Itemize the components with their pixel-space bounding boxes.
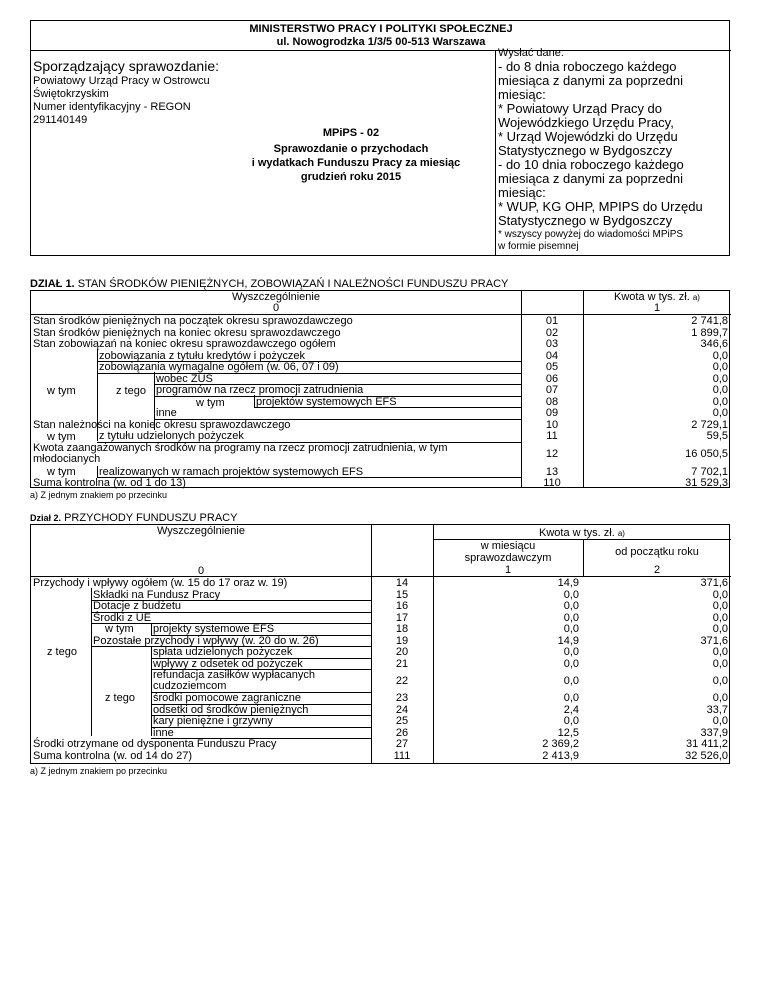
form-code: MPiPS - 02 bbox=[322, 127, 380, 139]
row-value: 7 702,1 bbox=[691, 465, 728, 478]
send-line: Statystycznego w Bydgoszczy bbox=[498, 143, 673, 158]
row-code: 09 bbox=[545, 407, 559, 419]
preparer-line: 291140149 bbox=[33, 114, 88, 126]
col1-header: 1 bbox=[504, 564, 512, 576]
row-value-month: 0,0 bbox=[563, 611, 579, 624]
row-label: spłata udzielonych pożyczek bbox=[153, 646, 293, 658]
row-label: Stan należności na koniec okresu sprawozdawczego bbox=[33, 418, 291, 431]
row-code: 07 bbox=[545, 384, 559, 396]
col0-header: 0 bbox=[272, 302, 280, 314]
send-line: * Urząd Wojewódzki do Urzędu bbox=[498, 129, 678, 144]
row-value-month: 0,0 bbox=[563, 657, 579, 670]
col-spec-header: Wyszczególnienie bbox=[232, 291, 320, 303]
row-label: Suma kontrolna (w. od 1 do 13) bbox=[33, 477, 186, 489]
row-value: 31 529,3 bbox=[685, 477, 728, 489]
row-label: programów na rzecz promocji zatrudnienia bbox=[156, 384, 364, 396]
row-value-year: 0,0 bbox=[712, 675, 728, 687]
row-code: 05 bbox=[545, 361, 559, 373]
row-label: projekty systemowe EFS bbox=[153, 623, 275, 635]
row-separator bbox=[254, 407, 521, 408]
send-note: * wszyscy powyżej do wiadomości MPiPS bbox=[498, 229, 684, 240]
send-line: Wojewódzkiego Urzędu Pracy, bbox=[498, 115, 674, 130]
row-label: z tytułu udzielonych pożyczek bbox=[99, 430, 244, 442]
bracket-line bbox=[154, 372, 155, 430]
row-code: 23 bbox=[395, 692, 409, 704]
bracket-line bbox=[151, 623, 152, 635]
col-amount-label: Kwota w tys. zł. bbox=[539, 527, 615, 539]
row-value: 59,5 bbox=[706, 430, 728, 442]
send-line: - do 8 dnia roboczego każdego bbox=[498, 59, 677, 74]
side-label: z tego bbox=[47, 646, 77, 658]
row-value-month: 0,0 bbox=[563, 675, 579, 687]
row-code: 10 bbox=[545, 418, 559, 431]
send-line: miesiąca z danymi za poprzedni bbox=[498, 73, 683, 88]
section1-title bbox=[30, 278, 508, 290]
col-month-header: w miesiącu bbox=[480, 540, 536, 552]
row-value-year: 0,0 bbox=[712, 623, 728, 635]
row-code: 01 bbox=[545, 315, 559, 327]
section2-footnote: a) Z jednym znakiem po przecinku bbox=[30, 766, 168, 776]
report-header bbox=[30, 20, 730, 256]
row-value: 0,0 bbox=[712, 384, 728, 396]
row-label: kary pieniężne i grzywny bbox=[153, 715, 273, 727]
row-value-year: 337,9 bbox=[700, 726, 728, 739]
row-code: 20 bbox=[395, 646, 409, 658]
row-label: Stan środków pieniężnych na koniec okresu sprawozdawczego bbox=[33, 326, 341, 339]
row-code: 03 bbox=[545, 338, 559, 350]
row-code: 26 bbox=[395, 726, 409, 739]
row-value: 0,0 bbox=[712, 395, 728, 408]
row-label: Środki otrzymane od dysponenta Funduszu Pracy bbox=[33, 738, 277, 750]
row-code: 24 bbox=[395, 703, 409, 716]
row-value-month: 0,0 bbox=[563, 588, 579, 601]
row-label: Pozostałe przychody i wpływy (w. 20 do w. 26) bbox=[93, 634, 319, 647]
row-code: 21 bbox=[395, 657, 409, 670]
row-label: Stan zobowiązań na koniec okresu sprawozdawczego ogółem bbox=[33, 338, 336, 350]
section1-prefix: DZIAŁ 1. bbox=[30, 278, 75, 290]
bracket-line bbox=[151, 646, 152, 736]
row-value: 2 741,8 bbox=[691, 315, 728, 327]
section2-body bbox=[31, 525, 731, 763]
row-label: zobowiązania z tytułu kredytów i pożyczek bbox=[99, 349, 306, 362]
col0-header: 0 bbox=[197, 565, 205, 577]
row-code: 16 bbox=[395, 600, 409, 612]
row-code: 08 bbox=[545, 395, 559, 408]
send-line: - do 10 dnia roboczego każdego bbox=[498, 157, 684, 172]
row-value-year: 0,0 bbox=[712, 692, 728, 704]
row-code: 27 bbox=[395, 738, 409, 750]
row-value-year: 32 526,0 bbox=[685, 749, 728, 762]
send-line: miesiąc: bbox=[498, 87, 546, 102]
row-value: 1 899,7 bbox=[691, 326, 728, 339]
row-value-month: 2 369,2 bbox=[542, 738, 579, 750]
section1-body bbox=[31, 291, 731, 487]
row-label: inne bbox=[156, 407, 177, 419]
row-value: 0,0 bbox=[712, 349, 728, 362]
row-code: 22 bbox=[395, 675, 409, 687]
row-label: Składki na Fundusz Pracy bbox=[93, 588, 221, 601]
send-line: * WUP, KG OHP, MPIPS do Urzędu bbox=[498, 199, 703, 214]
row-value-year: 371,6 bbox=[700, 577, 728, 589]
row-value: 0,0 bbox=[712, 372, 728, 385]
row-value-year: 0,0 bbox=[712, 588, 728, 601]
row-label: odsetki od środków pieniężnych bbox=[153, 703, 309, 716]
row-value-month: 12,5 bbox=[557, 726, 579, 739]
form-period: grudzień roku 2015 bbox=[300, 171, 402, 183]
ministry-name: MINISTERSTWO PRACY I POLITYKI SPOŁECZNEJ bbox=[249, 23, 513, 35]
row-label: środki pomocowe zagraniczne bbox=[153, 692, 301, 704]
preparer-line: Numer identyfikacyjny - REGON bbox=[33, 101, 191, 113]
section2-title bbox=[30, 512, 237, 524]
row-value-year: 31 411,2 bbox=[685, 738, 728, 750]
section1-footnote: a) Z jednym znakiem po przecinku bbox=[30, 490, 168, 500]
row-label: inne bbox=[153, 726, 174, 739]
row-value-year: 0,0 bbox=[712, 600, 728, 612]
send-line: Statystycznego w Bydgoszczy bbox=[498, 213, 673, 228]
col-month-header: sprawozdawczym bbox=[464, 552, 552, 564]
row-value-year: 33,7 bbox=[706, 703, 728, 716]
row-value-month: 0,0 bbox=[563, 646, 579, 658]
row-code: 25 bbox=[395, 715, 409, 727]
row-separator bbox=[151, 727, 371, 728]
row-value-year: 0,0 bbox=[712, 715, 728, 727]
row-value-month: 2 413,9 bbox=[542, 749, 579, 762]
side-label: w tym bbox=[105, 623, 134, 635]
send-note: w formie pisemnej bbox=[498, 241, 579, 252]
row-label: Stan środków pieniężnych na początek okresu sprawozdawczego bbox=[33, 315, 353, 327]
bracket-line bbox=[97, 349, 98, 430]
side-label: z tego bbox=[105, 692, 135, 704]
row-code: 06 bbox=[545, 372, 559, 385]
section2-heading: PRZYCHODY FUNDUSZU PRACY bbox=[64, 512, 238, 524]
col1-header: 1 bbox=[653, 302, 661, 314]
row-label: Środki z UE bbox=[93, 611, 152, 624]
row-code: 110 bbox=[543, 477, 561, 489]
row-value-month: 2,4 bbox=[563, 703, 579, 716]
row-code: 111 bbox=[393, 749, 411, 762]
row-code: 11 bbox=[546, 430, 558, 442]
row-code: 17 bbox=[395, 611, 409, 624]
row-value-month: 0,0 bbox=[563, 692, 579, 704]
col-amount-sup: a) bbox=[617, 529, 625, 538]
row-value: 346,6 bbox=[700, 338, 728, 350]
row-label: wpływy z odsetek od pożyczek bbox=[153, 657, 303, 670]
bracket-line bbox=[91, 588, 92, 736]
send-label: Wysłać dane: bbox=[498, 47, 564, 59]
form-title: Sprawozdanie o przychodach bbox=[273, 143, 429, 155]
row-value-year: 0,0 bbox=[712, 646, 728, 658]
row-code: 18 bbox=[395, 623, 409, 635]
row-code: 13 bbox=[545, 465, 559, 478]
row-value-month: 0,0 bbox=[563, 715, 579, 727]
row-label: Dotacje z budżetu bbox=[93, 600, 182, 612]
section2-table bbox=[30, 524, 730, 764]
bracket-line bbox=[97, 466, 98, 477]
col2-header: 2 bbox=[653, 564, 661, 576]
row-code: 12 bbox=[545, 447, 559, 460]
section1-table bbox=[30, 290, 730, 488]
row-code: 04 bbox=[545, 349, 559, 362]
row-value-year: 0,0 bbox=[712, 657, 728, 670]
send-line: miesiąca z danymi za poprzedni bbox=[498, 171, 683, 186]
col-spec-header: Wyszczególnienie bbox=[157, 525, 245, 537]
side-label: w tym bbox=[196, 397, 225, 409]
send-line: miesiąc: bbox=[498, 185, 546, 200]
row-label: Przychody i wpływy ogółem (w. 15 do 17 oraz w. 19) bbox=[33, 577, 288, 589]
row-value-month: 0,0 bbox=[563, 600, 579, 612]
section2-prefix: Dział 2. bbox=[30, 513, 62, 523]
preparer-line: Świętokrzyskim bbox=[33, 88, 109, 100]
row-value: 16 050,5 bbox=[685, 447, 728, 460]
row-value-year: 371,6 bbox=[700, 634, 728, 647]
col-year-header: od początku roku bbox=[615, 546, 699, 558]
section1-heading: STAN ŚRODKÓW PIENIĘŻNYCH, ZOBOWIĄZAŃ I NALEŻNOŚCI FUNDUSZU PRACY bbox=[77, 278, 509, 290]
bracket-line bbox=[254, 395, 255, 407]
row-value-month: 0,0 bbox=[563, 623, 579, 635]
col-amount-label: Kwota w tys. zł. bbox=[614, 291, 690, 303]
row-label: projektów systemowych EFS bbox=[256, 395, 397, 408]
row-label: młodocianych bbox=[33, 452, 101, 465]
row-value: 0,0 bbox=[712, 407, 728, 419]
row-label: Suma kontrolna (w. od 14 do 27) bbox=[33, 749, 192, 762]
preparer-line: Powiatowy Urząd Pracy w Ostrowcu bbox=[33, 75, 210, 87]
side-label: w tym bbox=[47, 385, 76, 397]
row-label: refundacja zasiłków wypłacanych bbox=[153, 669, 316, 681]
row-value: 2 729,1 bbox=[691, 418, 728, 431]
row-code: 19 bbox=[395, 634, 409, 647]
send-line: * Powiatowy Urząd Pracy do bbox=[498, 101, 663, 116]
row-value-month: 14,9 bbox=[557, 634, 579, 647]
row-code: 15 bbox=[395, 588, 409, 601]
preparer-title: Sporządzający sprawozdanie: bbox=[33, 58, 219, 74]
form-title: i wydatkach Funduszu Pracy za miesiąc bbox=[251, 157, 461, 169]
row-label: cudzoziemcom bbox=[153, 680, 227, 692]
col-amount-sup: a) bbox=[692, 293, 700, 302]
row-value: 0,0 bbox=[712, 361, 728, 373]
side-label: z tego bbox=[116, 385, 146, 397]
row-value-month: 14,9 bbox=[557, 577, 579, 589]
row-label: zobowiązania wymagalne ogółem (w. 06, 07 i 09) bbox=[99, 361, 339, 373]
row-value-year: 0,0 bbox=[712, 611, 728, 624]
bracket-line bbox=[97, 430, 98, 441]
side-label: w tym bbox=[47, 466, 76, 478]
row-label: wobec ZUS bbox=[156, 372, 213, 385]
side-label: w tym bbox=[47, 431, 76, 443]
row-label: realizowanych w ramach projektów systemowych EFS bbox=[99, 465, 364, 478]
row-code: 02 bbox=[545, 326, 559, 339]
row-code: 14 bbox=[395, 577, 409, 589]
row-label: Kwota zaangażowanych środków na programy na rzecz promocji zatrudnienia, w tym bbox=[33, 441, 448, 454]
ministry-address: ul. Nowogrodzka 1/3/5 00-513 Warszawa bbox=[276, 36, 486, 48]
